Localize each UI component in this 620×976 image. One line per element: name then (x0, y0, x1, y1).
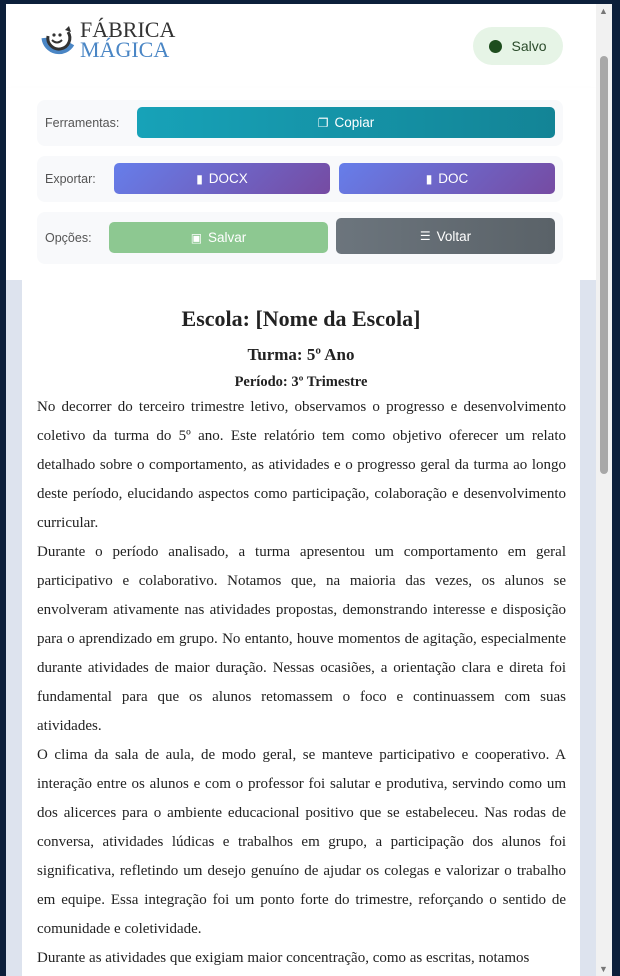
logo-line1: FÁBRICA (80, 17, 176, 42)
class-heading: Turma: 5º Ano (247, 345, 355, 364)
copy-icon: ❐ (317, 115, 329, 130)
school-heading: Escola: [Nome da Escola] (181, 306, 421, 331)
word-file-icon: ▮ (196, 171, 203, 186)
logo-line2: MÁGICA (80, 37, 170, 62)
back-button[interactable] (336, 218, 555, 254)
logo-smiley-icon (38, 20, 78, 60)
copy-button[interactable] (137, 107, 555, 138)
docx-label: DOCX (208, 171, 248, 186)
paragraph: O clima da sala de aula, de modo geral, se manteve participativo e cooperativo. A interação entre os alunos e com o professor foi salutar e produtiva, servindo como um dos alicerces para o ambiente educacional positivo que se estabeleceu. Nas rodas de conversa, atividades lúdicas e trabalhos em grupo, a participação dos alunos foi significativa, refletindo um desejo genuíno de ajudar os colegas e valorizar o trabalho em equipe. Essa integração foi um ponto forte do trimestre, reforçando o sentido de comunidade e coletividade. (37, 747, 566, 937)
scroll-up-arrow-icon[interactable]: ▲ (599, 6, 608, 16)
export-docx-button[interactable] (114, 163, 330, 194)
list-icon: ☰ (419, 229, 431, 243)
app-window (6, 4, 612, 976)
tools-label: Ferramentas: (45, 116, 120, 130)
copy-label: Copiar (334, 115, 375, 130)
file-icon: ▮ (425, 171, 433, 186)
logo[interactable] (38, 17, 176, 62)
document-page[interactable] (22, 280, 580, 976)
export-label: Exportar: (45, 172, 96, 186)
options-label: Opções: (45, 231, 92, 245)
save-label: Salvar (208, 230, 247, 245)
paragraph: Durante as atividades que exigiam maior concentração, como as escritas, notamos (37, 950, 530, 966)
back-label: Voltar (436, 228, 472, 244)
scrollbar-thumb[interactable] (600, 56, 608, 474)
paragraph: Durante o período analisado, a turma apresentou um comportamento em geral participativo e colaborativo. Notamos que, na maioria das vezes, os alunos se envolveram ativamente nas atividades propostas, demonstrando interesse e disposição para o aprendizado em grupo. No entanto, houve momentos de agitação, especialmente durante atividades de maior duração. Nessas ocasiões, a orientação clara e direta foi fundamental para que os alunos retomassem o foco e continuassem com suas atividades. (37, 544, 566, 734)
export-doc-button[interactable] (339, 163, 555, 194)
tools-row (37, 100, 563, 146)
options-row (37, 212, 563, 264)
paragraph: No decorrer do terceiro trimestre letivo, observamos o progresso e desenvolvimento coletivo da turma do 5º ano. Este relatório tem como objetivo oferecer um relato detalhado sobre o comportamento, as atividades e o progresso geral da turma ao longo deste período, elucidando aspectos como participação, colaboração e desenvolvimento curricular. (37, 399, 566, 531)
doc-label: DOC (438, 171, 469, 186)
export-row (37, 156, 563, 202)
floppy-disk-icon: ▣ (190, 230, 203, 245)
period-heading: Período: 3º Trimestre (234, 374, 368, 390)
header (6, 4, 596, 88)
status-text: Salvo (511, 38, 547, 54)
save-button[interactable] (109, 222, 328, 253)
toolbar (6, 88, 596, 280)
scroll-down-arrow-icon[interactable]: ▼ (599, 964, 608, 974)
scrollbar[interactable] (596, 4, 612, 976)
save-status-badge (473, 27, 563, 65)
status-dot-icon (489, 40, 502, 53)
